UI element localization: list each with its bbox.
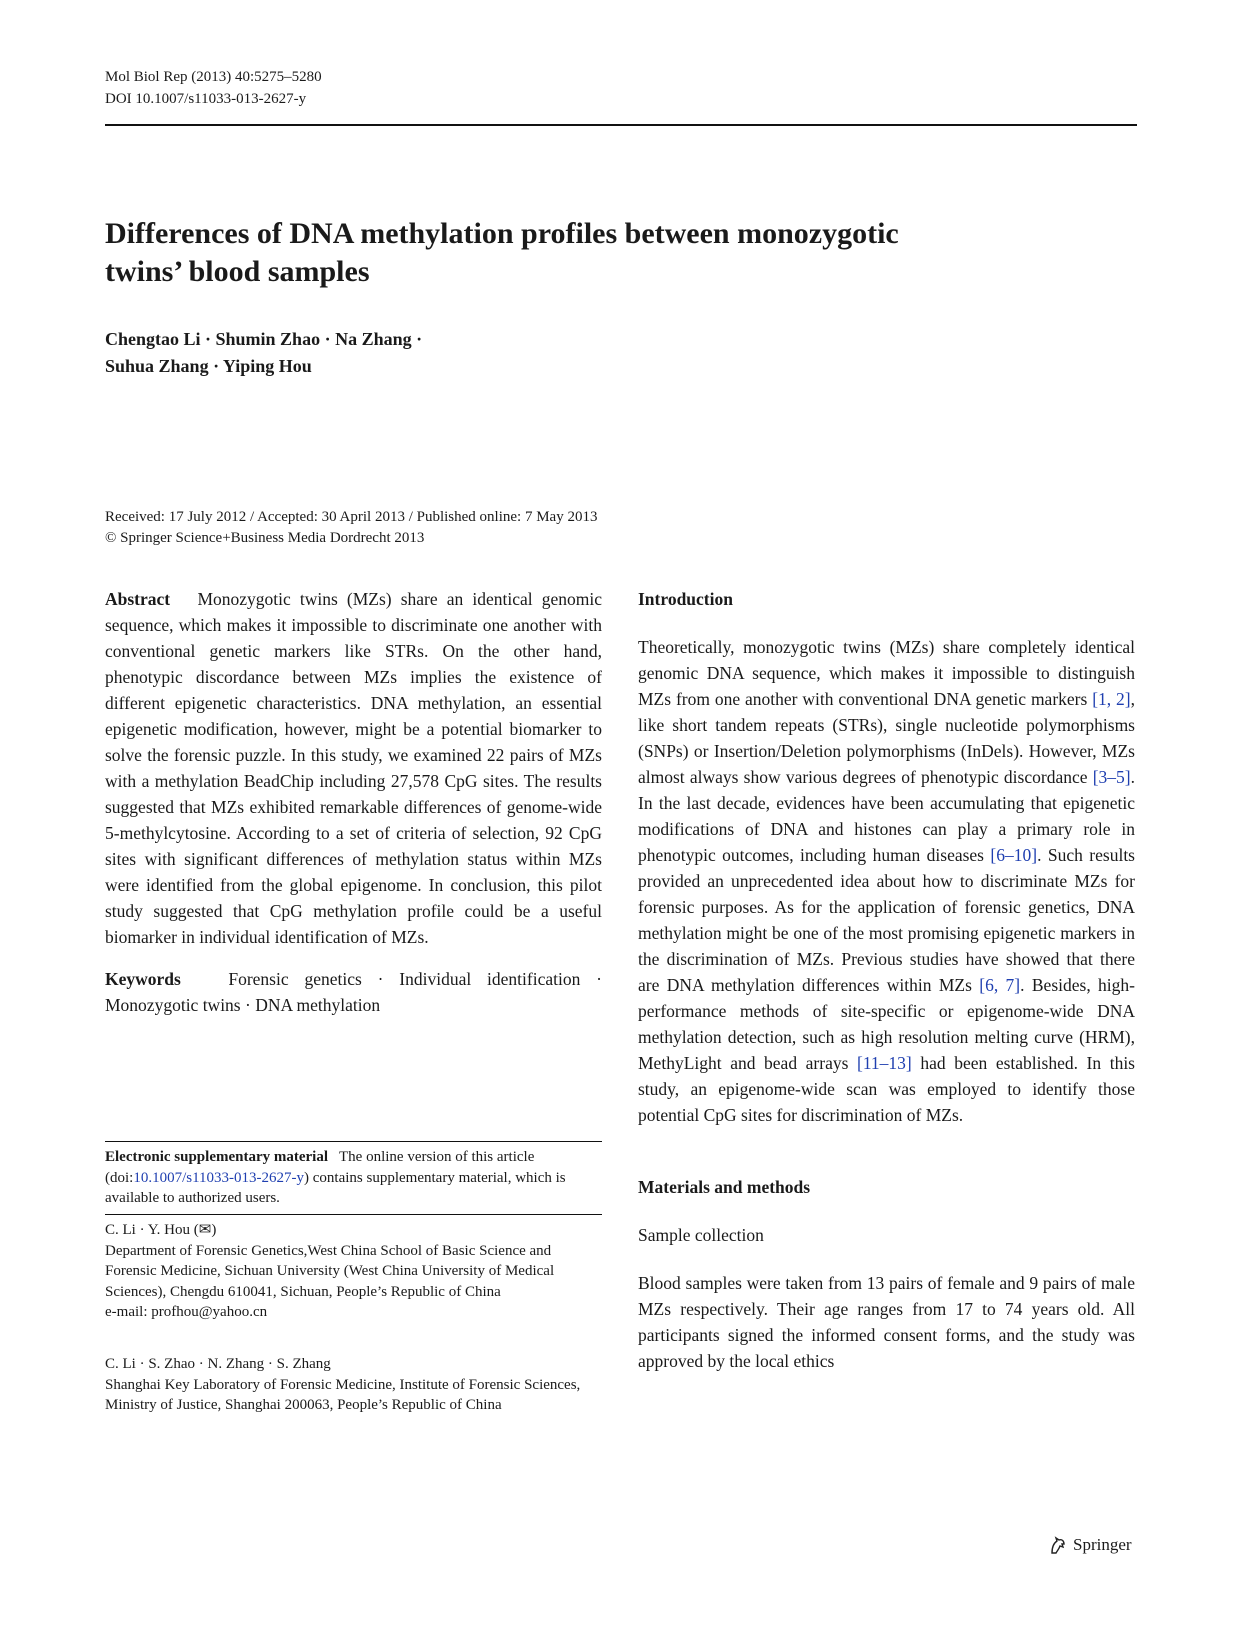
article-title [105, 215, 1105, 291]
affiliation-2-names: C. Li · S. Zhao · N. Zhang · S. Zhang [105, 1356, 331, 1372]
left-column [105, 586, 602, 1018]
title-line-2: twins’ blood samples [105, 255, 370, 288]
header-rule [105, 124, 1137, 126]
abstract [105, 586, 602, 950]
ref-link[interactable]: [3–5] [1092, 767, 1131, 787]
supplementary-text-after: ) contains supplementary material, which is available to authorized users. [105, 1169, 566, 1206]
received-dates: Received: 17 July 2012 / Accepted: 30 April 2013 / Published online: 7 May 2013 [105, 509, 598, 525]
intro-text-5: . Besides, high-performance methods of site-specific or epigenome-wide DNA methylation detection, such as high resolution melting curve (HRM), MethyLight and bead arrays [638, 975, 1135, 1073]
affiliation-1 [105, 1220, 602, 1323]
sample-collection-subheading: Sample collection [638, 1225, 764, 1245]
intro-text-3: . In the last decade, evidences have been accumulating that epigenetic modifications of DNA and histones can play a primary role in phenotypic outcomes, including human diseases [638, 767, 1135, 865]
affiliation-1-names: C. Li · Y. Hou (✉) [105, 1222, 217, 1238]
ref-link[interactable]: [6, 7] [979, 975, 1021, 995]
keywords-text: Forensic genetics · Individual identification · Monozygotic twins · DNA methylation [105, 969, 603, 1015]
ref-link[interactable]: [11–13] [857, 1053, 912, 1073]
intro-text-6: had been established. In this study, an epigenome-wide scan was employed to identify those potential CpG sites for discrimination of MZs. [638, 1053, 1135, 1125]
supplementary-note [105, 1147, 602, 1209]
publisher-name: Springer [1073, 1535, 1132, 1554]
intro-text-4: . Such results provided an unprecedented idea about how to discriminate MZs for forensic purposes. As for the application of forensic genetics, DNA methylation might be one of the most promising epigenetic markers in the discrimination of MZs. Previous studies have showed that there are DNA methylation differences within MZs [638, 845, 1135, 995]
springer-horse-icon [1048, 1535, 1068, 1555]
methods-paragraph: Blood samples were taken from 13 pairs of female and 9 pairs of male MZs respectively. Their age ranges from 17 to 74 years old. All participants signed the informed consent forms, and the study was approved by the local ethics [638, 1273, 1135, 1371]
intro-text-1: Theoretically, monozygotic twins (MZs) share completely identical genomic DNA sequence, which makes it impossible to distinguish MZs from one another with conventional DNA genetic markers [638, 637, 1135, 709]
authors-line-2: Suhua Zhang · Yiping Hou [105, 356, 312, 376]
footnote-rule-1 [105, 1141, 602, 1142]
affiliation-2 [105, 1354, 602, 1416]
ref-link[interactable]: [1, 2] [1092, 689, 1131, 709]
affiliation-1-address: Department of Forensic Genetics,West China School of Basic Science and Forensic Medicine, Sichuan University (West China University of Medical Sciences), Chengdu 610041, Sichuan, People’s Republic of China [105, 1242, 555, 1300]
affiliation-1-email[interactable]: e-mail: profhou@yahoo.cn [105, 1304, 268, 1320]
affiliation-2-address: Shanghai Key Laboratory of Forensic Medicine, Institute of Forensic Sciences, Ministry of Justice, Shanghai 200063, People’s Republic of China [105, 1376, 581, 1413]
keywords [105, 966, 602, 1018]
title-line-1: Differences of DNA methylation profiles between monozygotic [105, 217, 899, 250]
journal-citation: Mol Biol Rep (2013) 40:5275–5280 [105, 69, 322, 85]
supplementary-doi-link[interactable]: 10.1007/s11033-013-2627-y [133, 1169, 305, 1186]
journal-header [105, 66, 322, 110]
abstract-text: Monozygotic twins (MZs) share an identical genomic sequence, which makes it impossible to discriminate one another with conventional genetic markers like STRs. On the other hand, phenotypic discordance between MZs implies the existence of different epigenetic characteristics. DNA methylation, an essential epigenetic modification, however, might be a potential biomarker to solve the forensic puzzle. In this study, we examined 22 pairs of MZs with a methylation BeadChip including 27,578 CpG sites. The results suggested that MZs exhibited remarkable differences of genome-wide 5-methylcytosine. According to a set of criteria of selection, 92 CpG sites with significant differences of methylation status within MZs were identified from the global epigenome. In conclusion, this pilot study suggested that CpG methylation profile could be a useful biomarker in individual identification of MZs. [105, 589, 603, 947]
intro-text-2: , like short tandem repeats (STRs), single nucleotide polymorphisms (SNPs) or Insertion/Deletion polymorphisms (InDels). However, MZs almost always show various degrees of phenotypic discordance [638, 689, 1136, 787]
publication-dates [105, 507, 597, 549]
publisher-mark [1048, 1535, 1132, 1555]
ref-link[interactable]: [6–10] [990, 845, 1038, 865]
introduction-paragraph [638, 634, 1135, 1128]
right-column [638, 586, 1135, 1374]
footnote-rule-2 [105, 1214, 602, 1215]
abstract-label: Abstract [105, 589, 171, 609]
introduction-heading: Introduction [638, 589, 733, 609]
author-list [105, 326, 422, 380]
methods-heading: Materials and methods [638, 1177, 811, 1197]
copyright-notice: © Springer Science+Business Media Dordrecht 2013 [105, 530, 425, 546]
supplementary-label: Electronic supplementary material [105, 1149, 329, 1165]
keywords-label: Keywords [105, 969, 181, 989]
journal-doi: DOI 10.1007/s11033-013-2627-y [105, 91, 307, 107]
supplementary-text-before: The online version of this article (doi: [105, 1149, 535, 1186]
authors-line-1: Chengtao Li · Shumin Zhao · Na Zhang · [105, 329, 423, 349]
